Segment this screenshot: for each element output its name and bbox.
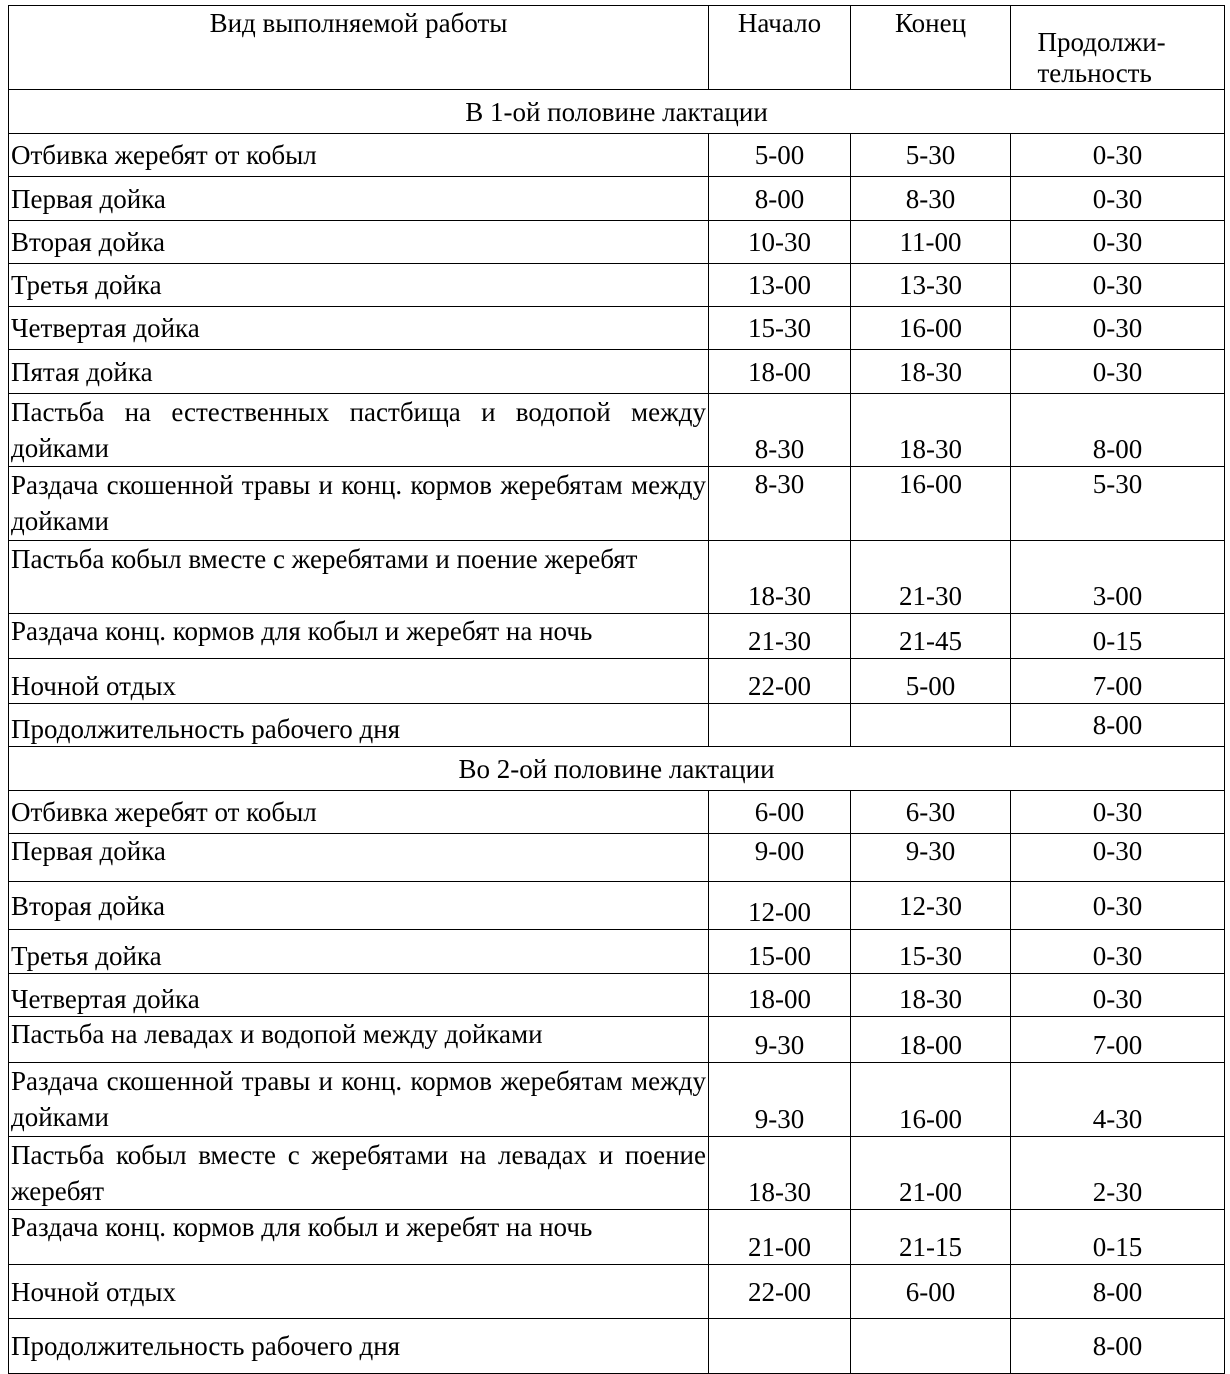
start-cell: 12-00 <box>709 882 851 930</box>
start-cell: 18-30 <box>709 1137 851 1210</box>
duration-cell: 0-30 <box>1011 834 1225 882</box>
duration-cell: 2-30 <box>1011 1137 1225 1210</box>
duration-cell: 4-30 <box>1011 1063 1225 1137</box>
duration-cell: 3-00 <box>1011 541 1225 614</box>
work-cell: Отбивка жеребят от кобыл <box>9 134 709 177</box>
end-cell: 6-00 <box>851 1265 1011 1319</box>
work-cell: Раздача конц. кормов для кобыл и жеребят на ночь <box>9 614 709 659</box>
table-row <box>9 1017 1225 1063</box>
end-cell <box>851 1319 1011 1374</box>
end-cell: 18-30 <box>851 394 1011 467</box>
start-cell: 10-30 <box>709 221 851 264</box>
end-cell: 16-00 <box>851 467 1011 541</box>
work-cell: Третья дойка <box>9 264 709 307</box>
table-row <box>9 791 1225 834</box>
work-schedule-table <box>8 5 1225 1374</box>
end-cell <box>851 704 1011 747</box>
duration-cell: 8-00 <box>1011 394 1225 467</box>
work-cell: Четвертая дойка <box>9 307 709 350</box>
end-cell: 15-30 <box>851 930 1011 974</box>
work-cell: Вторая дойка <box>9 882 709 930</box>
start-cell <box>709 1319 851 1374</box>
end-cell: 9-30 <box>851 834 1011 882</box>
work-cell: Отбивка жеребят от кобыл <box>9 791 709 834</box>
work-cell: Четвертая дойка <box>9 974 709 1017</box>
end-cell: 18-30 <box>851 350 1011 394</box>
table-row <box>9 264 1225 307</box>
table-row <box>9 221 1225 264</box>
start-cell: 18-00 <box>709 974 851 1017</box>
end-cell: 21-30 <box>851 541 1011 614</box>
start-cell: 22-00 <box>709 659 851 704</box>
start-cell: 6-00 <box>709 791 851 834</box>
header-start: Начало <box>709 6 851 90</box>
section-title: Во 2-ой половине лактации <box>9 747 1225 791</box>
header-duration <box>1011 6 1225 90</box>
duration-cell: 0-30 <box>1011 134 1225 177</box>
duration-cell: 0-30 <box>1011 930 1225 974</box>
work-cell: Первая дойка <box>9 177 709 221</box>
end-cell: 21-45 <box>851 614 1011 659</box>
end-cell: 18-30 <box>851 974 1011 1017</box>
start-cell: 15-00 <box>709 930 851 974</box>
start-cell: 9-30 <box>709 1017 851 1063</box>
work-cell: Третья дойка <box>9 930 709 974</box>
start-cell <box>709 704 851 747</box>
table-row <box>9 1063 1225 1137</box>
end-cell: 11-00 <box>851 221 1011 264</box>
duration-cell: 7-00 <box>1011 659 1225 704</box>
start-cell: 8-30 <box>709 467 851 541</box>
duration-cell: 8-00 <box>1011 1319 1225 1374</box>
work-cell: Раздача скошенной травы и конц. кормов жеребятам между дойками <box>9 467 709 541</box>
table-row <box>9 307 1225 350</box>
start-cell: 9-00 <box>709 834 851 882</box>
end-cell: 12-30 <box>851 882 1011 930</box>
start-cell: 13-00 <box>709 264 851 307</box>
table-row <box>9 177 1225 221</box>
section-row <box>9 90 1225 134</box>
table-row <box>9 1137 1225 1210</box>
work-cell: Раздача скошенной травы и конц. кормов жеребятам между дойками <box>9 1063 709 1137</box>
work-cell: Ночной отдых <box>9 1265 709 1319</box>
duration-cell: 0-30 <box>1011 350 1225 394</box>
end-cell: 21-00 <box>851 1137 1011 1210</box>
start-cell: 5-00 <box>709 134 851 177</box>
table-row <box>9 134 1225 177</box>
start-cell: 22-00 <box>709 1265 851 1319</box>
end-cell: 8-30 <box>851 177 1011 221</box>
duration-cell: 0-15 <box>1011 1210 1225 1265</box>
table-row <box>9 882 1225 930</box>
start-cell: 15-30 <box>709 307 851 350</box>
duration-cell: 0-30 <box>1011 882 1225 930</box>
table-row <box>9 1265 1225 1319</box>
start-cell: 8-30 <box>709 394 851 467</box>
section-row <box>9 747 1225 791</box>
work-cell: Первая дойка <box>9 834 709 882</box>
end-cell: 5-00 <box>851 659 1011 704</box>
header-duration-text: Продолжи-тельность <box>1037 27 1166 88</box>
duration-cell: 5-30 <box>1011 467 1225 541</box>
work-cell: Пастьба кобыл вместе с жеребятами на левадах и поение жеребят <box>9 1137 709 1210</box>
start-cell: 8-00 <box>709 177 851 221</box>
work-cell: Пятая дойка <box>9 350 709 394</box>
table-row <box>9 704 1225 747</box>
work-cell: Пастьба на левадах и водопой между дойками <box>9 1017 709 1063</box>
table-row <box>9 834 1225 882</box>
end-cell: 21-15 <box>851 1210 1011 1265</box>
header-work: Вид выполняемой работы <box>9 6 709 90</box>
work-cell: Продолжительность рабочего дня <box>9 704 709 747</box>
table-row <box>9 659 1225 704</box>
duration-cell: 8-00 <box>1011 704 1225 747</box>
table-row <box>9 614 1225 659</box>
table-row <box>9 974 1225 1017</box>
end-cell: 13-30 <box>851 264 1011 307</box>
table-row <box>9 467 1225 541</box>
start-cell: 9-30 <box>709 1063 851 1137</box>
duration-cell: 0-30 <box>1011 221 1225 264</box>
duration-cell: 7-00 <box>1011 1017 1225 1063</box>
work-cell: Пастьба на естественных пастбища и водопой между дойками <box>9 394 709 467</box>
table-row <box>9 1210 1225 1265</box>
duration-cell: 0-30 <box>1011 974 1225 1017</box>
duration-cell: 0-30 <box>1011 177 1225 221</box>
duration-cell: 0-30 <box>1011 307 1225 350</box>
work-cell: Пастьба кобыл вместе с жеребятами и поение жеребят <box>9 541 709 614</box>
table-row <box>9 1319 1225 1374</box>
table-row <box>9 930 1225 974</box>
start-cell: 18-00 <box>709 350 851 394</box>
duration-cell: 8-00 <box>1011 1265 1225 1319</box>
start-cell: 21-30 <box>709 614 851 659</box>
duration-cell: 0-30 <box>1011 791 1225 834</box>
start-cell: 18-30 <box>709 541 851 614</box>
end-cell: 16-00 <box>851 1063 1011 1137</box>
end-cell: 6-30 <box>851 791 1011 834</box>
end-cell: 16-00 <box>851 307 1011 350</box>
table-row <box>9 541 1225 614</box>
work-cell: Раздача конц. кормов для кобыл и жеребят на ночь <box>9 1210 709 1265</box>
section-title: В 1-ой половине лактации <box>9 90 1225 134</box>
end-cell: 5-30 <box>851 134 1011 177</box>
work-cell: Ночной отдых <box>9 659 709 704</box>
work-cell: Вторая дойка <box>9 221 709 264</box>
start-cell: 21-00 <box>709 1210 851 1265</box>
table-row <box>9 350 1225 394</box>
work-cell: Продолжительность рабочего дня <box>9 1319 709 1374</box>
end-cell: 18-00 <box>851 1017 1011 1063</box>
table-row <box>9 394 1225 467</box>
header-end: Конец <box>851 6 1011 90</box>
duration-cell: 0-30 <box>1011 264 1225 307</box>
header-row <box>9 6 1225 90</box>
duration-cell: 0-15 <box>1011 614 1225 659</box>
